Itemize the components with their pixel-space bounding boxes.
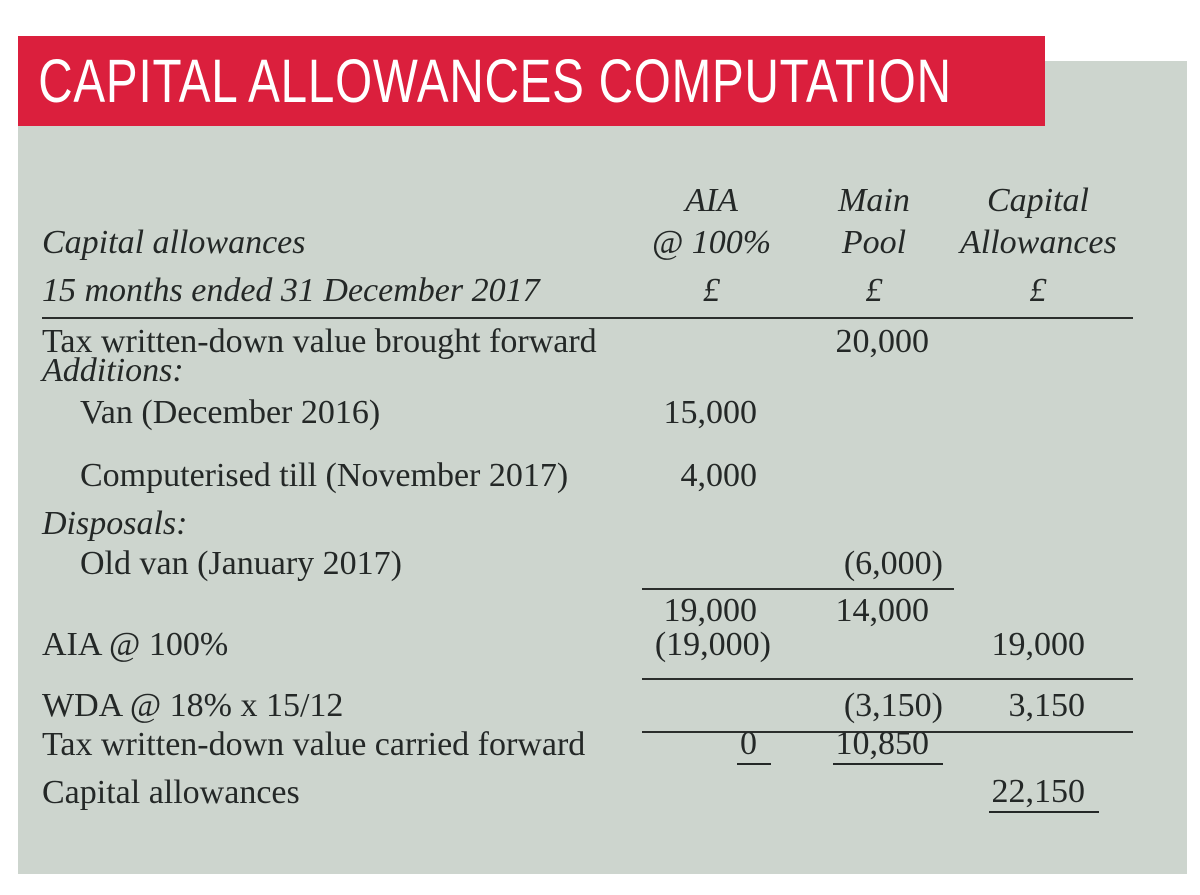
title-banner	[18, 36, 1045, 126]
page-title: CAPITAL ALLOWANCES COMPUTATION	[38, 46, 952, 115]
table-row	[42, 546, 1099, 582]
aia-value	[618, 458, 771, 494]
row-label: Tax written-down value carried forward	[42, 726, 586, 763]
row-label: Disposals:	[42, 505, 188, 542]
row-label: Tax written-down value brought forward	[42, 323, 597, 360]
subtotal-rule	[642, 588, 954, 590]
col-header-main-currency: £	[865, 272, 883, 309]
row-label: WDA @ 18% x 15/12	[42, 687, 344, 724]
period-caption: 15 months ended 31 December 2017	[42, 272, 540, 309]
amount: 22,150	[989, 774, 1100, 813]
capital-allowances-value	[943, 627, 1099, 663]
table-caption: Capital allowances	[42, 224, 306, 261]
table-header-line-1	[42, 183, 1099, 219]
col-header-main-line1: Main	[838, 182, 910, 219]
col-header-cap-line2: Allowances	[960, 224, 1117, 261]
row-label: Additions:	[42, 352, 184, 389]
amount: 4,000	[680, 457, 757, 494]
amount: (19,000)	[654, 626, 771, 663]
table-row	[42, 772, 1099, 811]
aia-value	[618, 627, 771, 663]
table-row	[42, 724, 1099, 763]
header-rule	[42, 317, 1133, 319]
main-pool-value	[771, 688, 943, 724]
amount: 19,000	[663, 592, 757, 629]
aia-value	[618, 395, 771, 431]
main-pool-value	[771, 593, 943, 629]
row-label: Capital allowances	[42, 774, 300, 811]
aia-value	[618, 593, 771, 629]
capital-allowances-value	[943, 688, 1099, 724]
row-label: Old van (January 2017)	[80, 545, 402, 582]
table-row	[42, 506, 1099, 542]
aia-value	[618, 726, 771, 765]
row-label: Van (December 2016)	[80, 394, 381, 431]
table-row	[42, 395, 1099, 431]
row-label: Computerised till (November 2017)	[80, 457, 569, 494]
col-header-aia-currency: £	[703, 272, 720, 309]
table-row	[42, 593, 1099, 629]
capital-allowances-value	[943, 774, 1099, 813]
table-header-line-2	[42, 224, 1117, 261]
amount: (3,150)	[843, 687, 943, 724]
aia-claim-rule	[642, 678, 1133, 680]
col-header-cap-line1: Capital	[986, 182, 1090, 219]
main-pool-value	[771, 546, 943, 582]
col-header-aia-line1: AIA	[685, 182, 738, 219]
col-header-cap-currency: £	[1029, 272, 1047, 309]
amount: 20,000	[835, 323, 929, 360]
table-header-line-3	[42, 273, 1099, 309]
row-label: AIA @ 100%	[42, 626, 229, 663]
table-row	[42, 688, 1099, 724]
amount: 15,000	[663, 394, 757, 431]
col-header-aia-line2: @ 100%	[651, 224, 772, 261]
amount: 0	[737, 726, 771, 765]
table-row	[42, 627, 1099, 663]
amount: 3,150	[1008, 687, 1085, 724]
table-row	[42, 458, 1099, 494]
amount: 10,850	[833, 726, 944, 765]
amount: 14,000	[835, 592, 929, 629]
computation-panel	[18, 61, 1187, 874]
amount: (6,000)	[843, 545, 943, 582]
table-row	[42, 353, 1099, 389]
col-header-main-line2: Pool	[841, 224, 907, 261]
amount: 19,000	[991, 626, 1085, 663]
main-pool-value	[771, 726, 943, 765]
